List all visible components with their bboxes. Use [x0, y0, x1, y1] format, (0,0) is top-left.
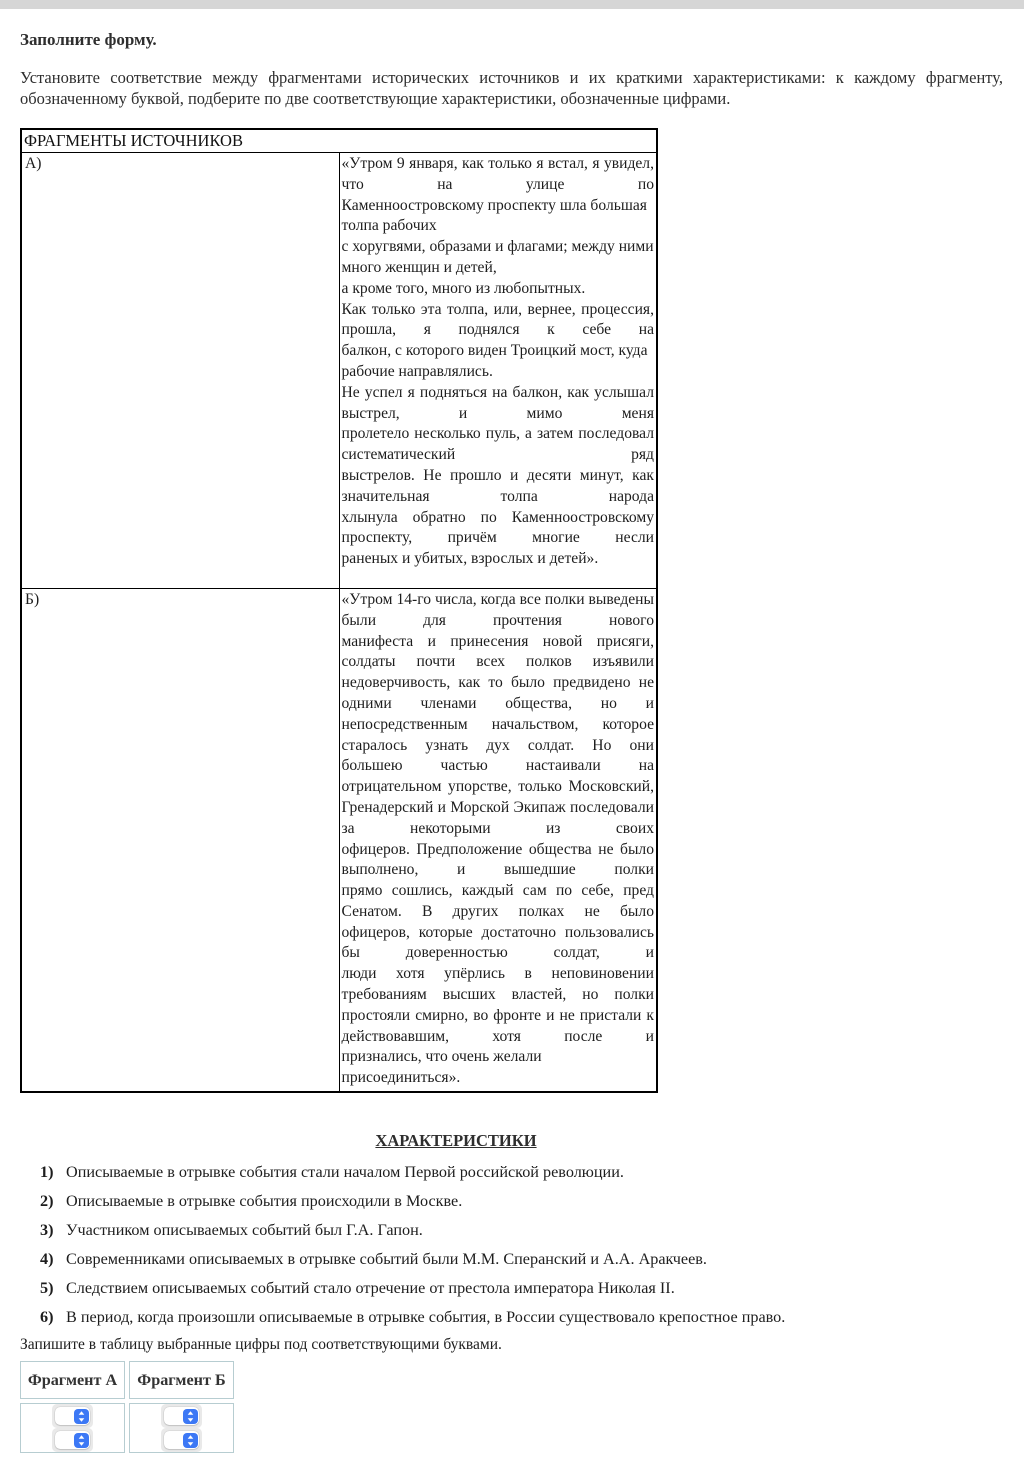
characteristics-heading: ХАРАКТЕРИСТИКИ [375, 1131, 537, 1151]
list-item [20, 1278, 1003, 1298]
fragment-text-line: пролетело несколько пуль, а затем последовал систематический ряд [341, 425, 654, 464]
fragment-b-select-1[interactable] [161, 1404, 202, 1428]
table-row-fragment-b [21, 588, 657, 1092]
item-number: 5) [40, 1279, 54, 1298]
fragment-text-line: прямо сошлись, каждый сам по себе, пред Сенатом. В других полках не было [341, 882, 654, 920]
answer-header-fragment-b: Фрагмент Б [129, 1361, 234, 1399]
answer-header-fragment-a: Фрагмент А [20, 1361, 125, 1399]
fragment-text-line: люди хотя упёрлись в неповиновении требованиям высших властей, но полки [341, 965, 654, 1004]
sources-table-header: ФРАГМЕНТЫ ИСТОЧНИКОВ [21, 129, 657, 153]
fragment-text-line: офицеров. Предположение общества не было выполнено, и вышедшие полки [341, 840, 654, 879]
fragment-b-text [339, 588, 657, 1092]
fragment-text-line: признались, что очень желали присоединиться». [341, 1048, 542, 1087]
fragment-a-answers [20, 1403, 125, 1453]
list-item [20, 1162, 1003, 1182]
list-item [20, 1220, 1003, 1240]
item-text: Описываемые в отрывке события стали началом Первой российской революции. [66, 1163, 624, 1182]
item-text: Следствием описываемых событий стало отречение от престола императора Николая II. [66, 1279, 675, 1298]
fragment-text-line: хлынула обратно по Каменноостровскому проспекту, причём многие несли [341, 508, 654, 547]
page-title: Заполните форму. [20, 30, 157, 49]
answer-table [16, 1357, 238, 1457]
fragment-text-line: Каменноостровскому проспекту шла большая толпа рабочих [341, 196, 647, 235]
fragment-text-line: «Утром 9 января, как только я встал, я увидел, что на улице по [341, 155, 654, 193]
list-item [20, 1191, 1003, 1211]
fragment-text-line: простояли смирно, во фронте и не пристали к действовавшим, хотя после и [341, 1006, 654, 1045]
item-number: 4) [40, 1250, 54, 1269]
fragment-text-line: раненых и убитых, взрослых и детей». [341, 550, 599, 568]
item-number: 6) [40, 1308, 54, 1327]
item-text: В период, когда произошли описываемые в отрывке события, в России существовало крепостное право. [66, 1308, 786, 1327]
fragment-b-answers [129, 1403, 234, 1453]
item-text: Описываемые в отрывке события происходили в Москве. [66, 1192, 463, 1211]
item-number: 1) [40, 1163, 54, 1182]
select-stepper-icon [183, 1433, 198, 1448]
fragment-b-label: Б) [21, 588, 339, 1092]
fragment-text-line: Не успел я подняться на балкон, как услышал выстрел, и мимо меня [341, 383, 654, 422]
item-number: 3) [40, 1221, 54, 1240]
task-instruction: Установите соответствие между фрагментами исторических источников и их краткими характеристиками: к каждому фрагменту, обозначенному буквой, подберите по две соответствующие характеристики, обозначенные цифрами. [20, 68, 1003, 108]
item-text: Современниками описываемых в отрывке событий были М.М. Сперанский и А.А. Аракчеев. [66, 1250, 707, 1269]
fragment-text-line: офицеров, которые достаточно пользовались бы доверенностью солдат, и [341, 923, 654, 962]
select-stepper-icon [74, 1409, 89, 1424]
answer-table-selects-row [20, 1403, 234, 1453]
select-stepper-icon [183, 1409, 198, 1424]
fragment-a-select-1[interactable] [52, 1404, 93, 1428]
select-stepper-icon [74, 1433, 89, 1448]
fragment-text-line: с хоругвями, образами и флагами; между ними много женщин и детей, [341, 238, 654, 276]
list-item [20, 1249, 1003, 1269]
sources-table [20, 128, 658, 1093]
characteristics-list [20, 1162, 1003, 1327]
item-number: 2) [40, 1192, 54, 1211]
top-strip [0, 0, 1024, 9]
fragment-text-line: а кроме того, много из любопытных. [341, 279, 586, 297]
fragment-text-line: балкон, с которого виден Троицкий мост, куда рабочие направлялись. [341, 342, 648, 380]
fragment-text-line: Как только эта толпа, или, вернее, процессия, прошла, я поднялся к себе на [341, 300, 654, 339]
fragment-a-label: А) [21, 153, 339, 589]
fragment-text-line: «Утром 14-го числа, когда все полки выведены были для прочтения нового [341, 590, 654, 629]
table-row-fragment-a [21, 153, 657, 589]
sources-table-header-row [21, 129, 657, 153]
fragment-text-line: непосредственным начальством, которое старалось узнать дух солдат. Но они [341, 715, 654, 754]
fragment-text-line: манифеста и принесения новой присяги, солдаты почти всех полков изъявили [341, 632, 654, 671]
fragment-a-text [339, 153, 657, 589]
answer-table-header-row [20, 1361, 234, 1399]
item-text: Участником описываемых событий был Г.А. Гапон. [66, 1221, 423, 1240]
fragment-text-line: выстрелов. Не прошло и десяти минут, как значительная толпа народа [341, 466, 654, 505]
fragment-text-line: Гренадерский и Морской Экипаж последовали за некоторыми из своих [341, 798, 654, 837]
page-content [0, 30, 1024, 1457]
fragment-b-select-2[interactable] [161, 1428, 202, 1452]
fragment-text-line: большею частью настаивали на отрицательном упорстве, только Московский, [341, 757, 654, 796]
list-item [20, 1307, 1003, 1327]
fragment-a-select-2[interactable] [52, 1428, 93, 1452]
fragment-text-line: недоверчивость, как то было предвидено не одними членами общества, но и [341, 674, 654, 712]
answer-instruction: Запишите в таблицу выбранные цифры под соответствующими буквами. [20, 1336, 502, 1354]
